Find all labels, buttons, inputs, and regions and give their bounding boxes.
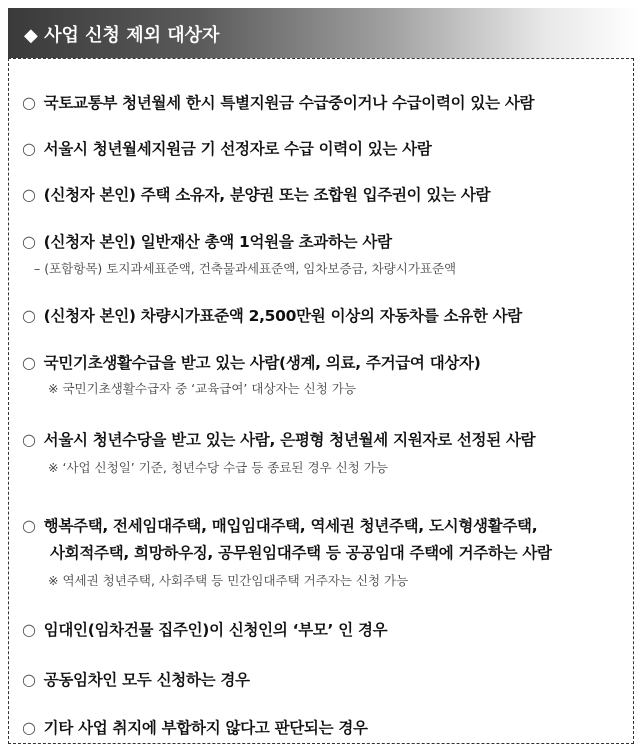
circle-bullet-icon: ○ (22, 185, 36, 204)
circle-bullet-icon: ○ (22, 139, 36, 158)
circle-bullet-icon: ○ (22, 306, 36, 325)
item-text: 국민기초생활수급을 받고 있는 사람(생계, 의료, 주거급여 대상자) (43, 354, 481, 372)
item-text: (신청자 본인) 차량시가표준액 2,500만원 이상의 자동차를 소유한 사람 (43, 307, 522, 325)
note: ※ 국민기초생활수급자 중 ‘교육급여’ 대상자는 신청 가능 (48, 381, 356, 396)
list-item (22, 304, 522, 326)
item-text: (신청자 본인) 주택 소유자, 분양권 또는 조합원 입주권이 있는 사람 (43, 186, 491, 204)
circle-bullet-icon: ○ (22, 93, 36, 112)
item-text: 기타 사업 취지에 부합하지 않다고 판단되는 경우 (43, 719, 368, 737)
circle-bullet-icon: ○ (22, 516, 36, 535)
list-item (22, 716, 368, 738)
circle-bullet-icon: ○ (22, 232, 36, 251)
list-item (22, 183, 490, 205)
item-text: 서울시 청년월세지원금 기 선정자로 수급 이력이 있는 사람 (43, 140, 432, 158)
item-text: 행복주택, 전세임대주택, 매입임대주택, 역세권 청년주택, 도시형생활주택, (43, 517, 538, 535)
note: ※ ‘사업 신청일’ 기준, 청년수당 수급 등 종료된 경우 신청 가능 (48, 460, 388, 475)
list-item (22, 91, 534, 113)
circle-bullet-icon: ○ (22, 718, 36, 737)
list-item-continued (50, 541, 552, 563)
item-text: 서울시 청년수당을 받고 있는 사람, 은평형 청년월세 지원자로 선정된 사람 (43, 431, 536, 449)
item-text: 사회적주택, 희망하우징, 공무원임대주택 등 공공임대 주택에 거주하는 사람 (50, 544, 552, 562)
list-item (22, 428, 535, 450)
circle-bullet-icon: ○ (22, 670, 36, 689)
list-item (22, 230, 392, 252)
content-box (8, 58, 634, 744)
list-item (22, 514, 537, 536)
list-item (22, 668, 250, 690)
list-item (22, 351, 481, 373)
note: ※ 역세권 청년주택, 사회주택 등 민간임대주택 거주자는 신청 가능 (48, 573, 409, 588)
section-title: ◆ 사업 신청 제외 대상자 (24, 25, 220, 46)
item-text: (신청자 본인) 일반재산 총액 1억원을 초과하는 사람 (43, 233, 392, 251)
item-text: 임대인(임차건물 집주인)이 신청인의 ‘부모’ 인 경우 (43, 621, 388, 639)
section-header (8, 8, 640, 58)
note: – (포함항목) 토지과세표준액, 건축물과세표준액, 임차보증금, 차량시가표준액 (34, 261, 457, 276)
circle-bullet-icon: ○ (22, 620, 36, 639)
circle-bullet-icon: ○ (22, 353, 36, 372)
item-text: 공동임차인 모두 신청하는 경우 (43, 671, 250, 689)
item-text: 국토교통부 청년월세 한시 특별지원금 수급중이거나 수급이력이 있는 사람 (43, 94, 535, 112)
circle-bullet-icon: ○ (22, 430, 36, 449)
list-item (22, 618, 387, 640)
list-item (22, 137, 432, 159)
